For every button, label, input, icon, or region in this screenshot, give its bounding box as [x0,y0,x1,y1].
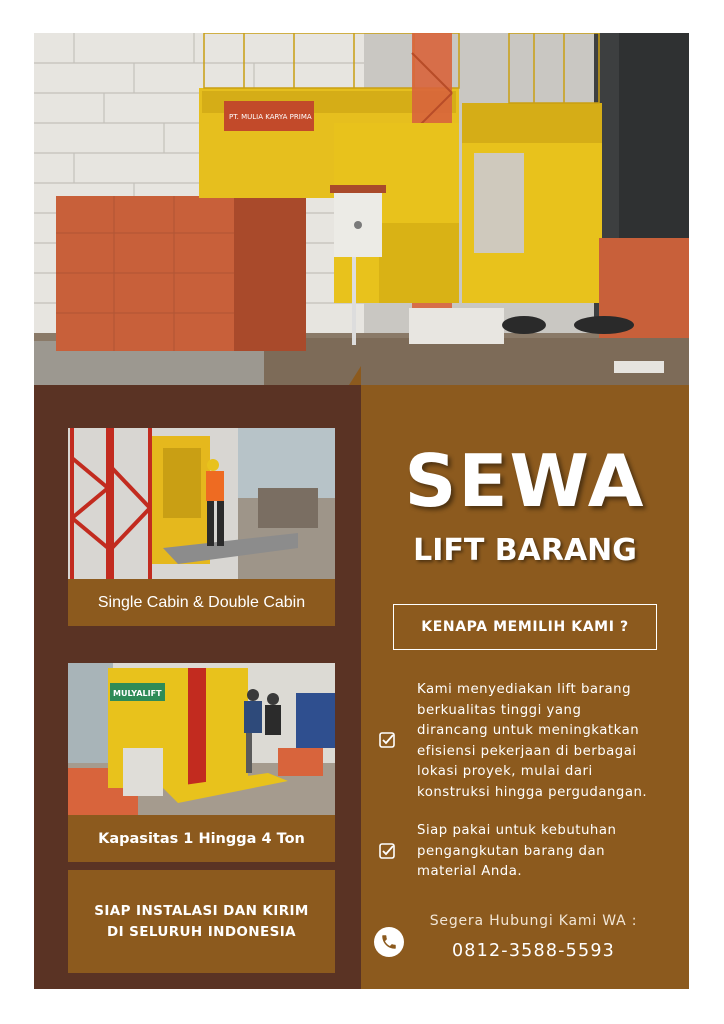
hero-photo [34,33,689,385]
phone-icon[interactable] [374,927,404,957]
lift-brand-sign: MULYALIFT [113,689,162,698]
benefit-line: pengangkutan barang dan [417,843,606,859]
why-choose-us-label: KENAPA MEMILIH KAMI ? [393,604,657,650]
benefit-line: konstruksi hingga pergudangan. [417,784,648,800]
benefit-line: material Anda. [417,864,523,879]
cabin-sign-text: PT. MULIA KARYA PRIMA [229,113,312,121]
checkbox-check-icon [379,732,395,748]
installation-line-1: SIAP INSTALASI DAN KIRIM [94,902,309,919]
installation-line-2: DI SELURUH INDONESIA [106,923,297,940]
benefit-line: lokasi proyek, mulai dari [417,764,593,779]
checkbox-check-icon [379,843,395,859]
benefit-item-quality [373,680,678,800]
hero-construction-illustration [34,33,689,385]
lift-workers-illustration [68,663,335,815]
card-installation-shipping [68,870,335,973]
contact-whatsapp-label: Segera Hubungi Kami WA : [429,913,638,929]
benefit-line: berkualitas tinggi yang [417,702,582,718]
benefit-line: dirancang untuk meningkatkan [417,723,640,738]
capacity-photo [68,663,335,815]
phone-number-link[interactable]: 0812-3588-5593 [451,941,616,961]
card-caption-cabin-types: Single Cabin & Double Cabin [68,579,335,626]
headline-sewa: SEWA [404,439,646,523]
card-caption-capacity: Kapasitas 1 Hingga 4 Ton [68,815,335,862]
benefit-line: Siap pakai untuk kebutuhan [417,823,617,838]
subheadline-lift-barang: LIFT BARANG [413,533,637,568]
benefit-line: Kami menyediakan lift barang [417,682,632,697]
benefit-text-quality [417,680,679,803]
cabin-worker-illustration [68,428,335,579]
benefit-text-ready [417,821,679,883]
right-panel-tab [349,366,361,385]
benefit-line: efisiensi pekerjaan di berbagai [417,743,637,759]
benefit-item-ready [373,821,678,885]
phone-handset-icon [380,933,398,951]
single-double-cabin-photo [68,428,335,579]
